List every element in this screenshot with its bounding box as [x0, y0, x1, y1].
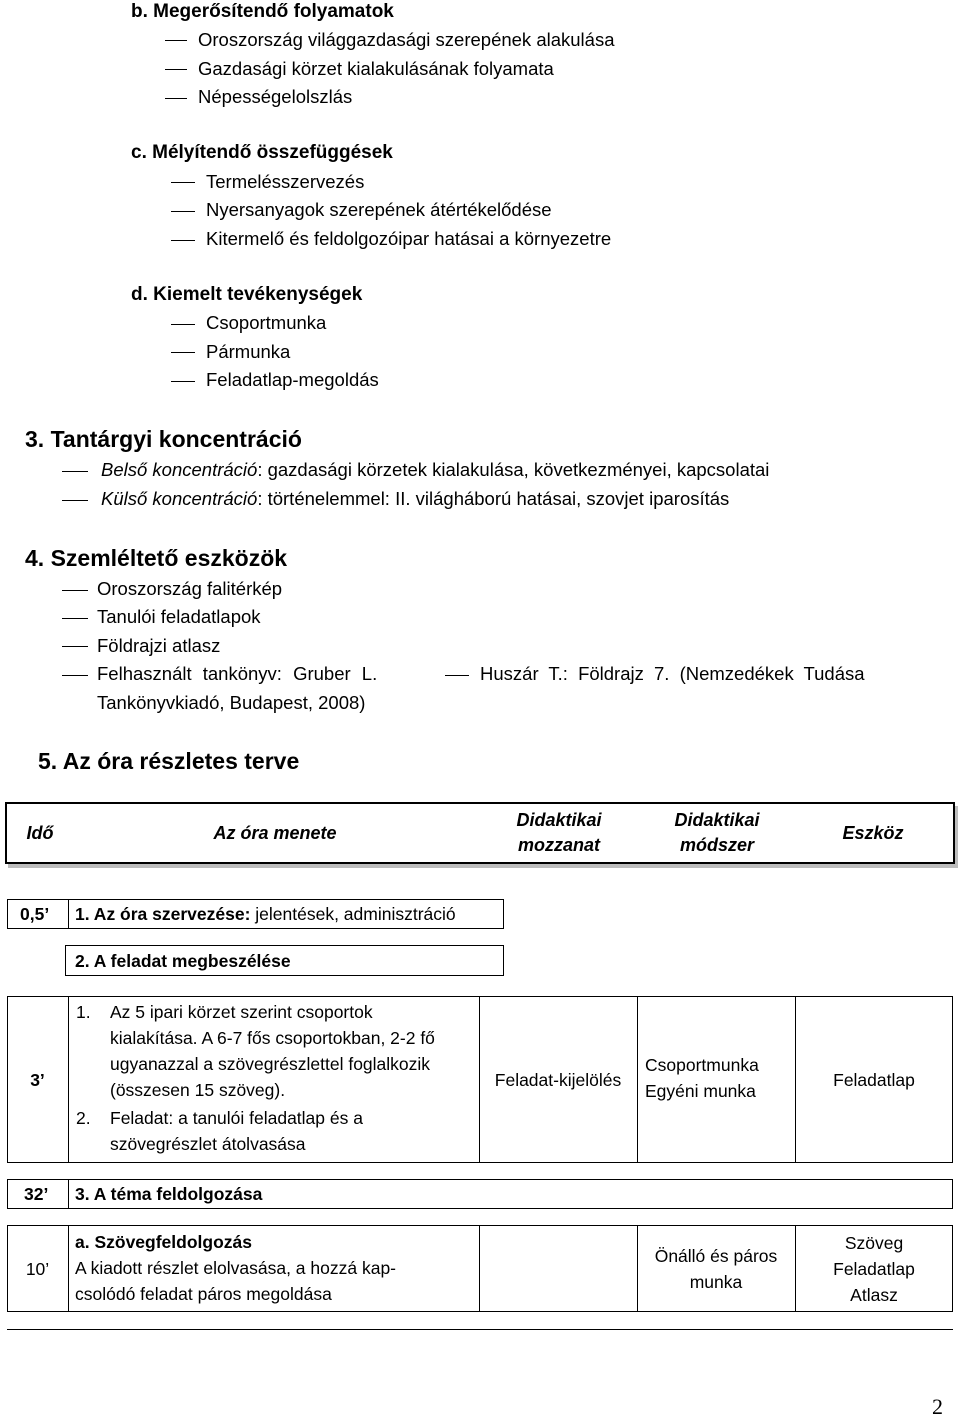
section-d-heading: d. Kiemelt tevékenységek	[131, 284, 363, 305]
header-modszer-line1: Didaktikai	[674, 810, 760, 830]
dash-bullet	[62, 675, 88, 676]
section-d-item: Csoportmunka	[206, 312, 327, 333]
row1-time: 0,5’	[20, 904, 50, 924]
textbook-line-2: Tankönyvkiadó, Budapest, 2008)	[97, 692, 366, 713]
textbook-line-1a: Felhasznált tankönyv: Gruber L.	[97, 663, 378, 684]
row5-modszer	[637, 1225, 795, 1312]
section-4-item: Tanulói feladatlapok	[97, 606, 261, 627]
row3-item-2	[76, 1105, 476, 1157]
cell-divider	[68, 1179, 69, 1209]
dash-bullet	[62, 618, 88, 619]
section-d-item: Feladatlap-megoldás	[206, 369, 379, 390]
concentration-text: : történelemmel: II. világháború hatásai, szovjet iparosítás	[257, 488, 730, 509]
dash-bullet	[171, 352, 195, 353]
cell-divider	[68, 996, 69, 1163]
row1-title: 1. Az óra szervezése:	[75, 904, 251, 924]
header-ido: Idő	[26, 822, 54, 843]
bottom-rule	[7, 1329, 953, 1330]
row5-eszkoz-line: Feladatlap	[833, 1258, 915, 1279]
row5-content	[75, 1229, 475, 1307]
row5-time: 10’	[25, 1258, 50, 1279]
row4-title: 3. A téma feldolgozása	[75, 1184, 263, 1204]
row3-time: 3’	[30, 1069, 45, 1090]
section-c-item: Termelésszervezés	[206, 171, 365, 192]
concentration-label: Külső koncentráció	[101, 488, 258, 509]
cell-divider	[68, 1225, 69, 1312]
section-c-item: Kitermelő és feldolgozóipar hatásai a környezetre	[206, 228, 612, 249]
dash-bullet	[165, 40, 187, 41]
row3-item-1-line: Az 5 ipari körzet szerint csoportok	[110, 1002, 373, 1022]
dash-bullet	[171, 211, 195, 212]
dash-bullet	[171, 324, 195, 325]
concentration-label: Belső koncentráció	[101, 459, 258, 480]
row5-line: csolódó feladat páros megoldása	[75, 1284, 332, 1304]
row3-item-2-line: Feladat: a tanulói feladatlap és a	[110, 1108, 363, 1128]
dash-bullet	[171, 182, 195, 183]
row3-item-2-num: 2.	[76, 1108, 91, 1128]
header-mozzanat	[477, 804, 641, 862]
dash-bullet	[165, 69, 187, 70]
concentration-text: : gazdasági körzetek kialakulása, következményei, kapcsolatai	[257, 459, 770, 480]
row5-eszkoz-line: Szöveg	[844, 1232, 904, 1253]
section-d-item: Pármunka	[206, 341, 291, 362]
dash-bullet	[171, 240, 195, 241]
dash-bullet	[62, 646, 88, 647]
row5-eszkoz-line: Atlasz	[850, 1284, 898, 1305]
row5-line: A kiadott részlet elolvasása, a hozzá kap-	[75, 1258, 397, 1278]
dash-bullet	[62, 590, 88, 591]
row5-eszkoz	[795, 1225, 953, 1312]
section-b-item: Népességelolszlás	[198, 86, 353, 107]
row1-content	[75, 901, 456, 927]
section-b-heading: b. Megerősítendő folyamatok	[131, 1, 394, 22]
section-3-item	[101, 488, 729, 510]
row3-item-1	[76, 999, 476, 1103]
row3-item-1-line: (összesen 15 szöveg).	[110, 1080, 286, 1100]
cell-divider	[637, 996, 638, 1163]
row3-item-1-line: kialakítása. A 6-7 fős csoportokban, 2-2 fő	[110, 1028, 435, 1048]
header-mozzanat-line1: Didaktikai	[516, 810, 602, 830]
row5-title: a. Szövegfeldolgozás	[75, 1232, 252, 1252]
dash-bullet	[62, 471, 88, 472]
header-modszer	[641, 804, 793, 862]
page-number: 2	[932, 1394, 943, 1419]
header-eszkoz: Eszköz	[842, 822, 904, 843]
row5-modszer-line: munka	[689, 1271, 743, 1292]
dash-separator	[445, 675, 469, 676]
section-4-item: Oroszország falitérkép	[97, 578, 283, 599]
dash-bullet	[171, 381, 195, 382]
cell-divider	[479, 1225, 480, 1312]
header-mozzanat-line2: mozzanat	[517, 835, 600, 855]
row2-title: 2. A feladat megbeszélése	[75, 951, 291, 971]
row3-mozzanat: Feladat-kijelölés	[494, 1069, 622, 1090]
row3-content	[76, 999, 476, 1157]
section-c-item: Nyersanyagok szerepének átértékelődése	[206, 199, 552, 220]
section-5-heading: 5. Az óra részletes terve	[38, 748, 300, 774]
section-c-heading: c. Mélyítendő összefüggések	[131, 142, 393, 163]
dash-bullet	[62, 500, 88, 501]
row3-item-2-line: szövegrészlet átolvasása	[110, 1134, 306, 1154]
section-4-heading: 4. Szemléltető eszközök	[25, 545, 288, 571]
section-4-item: Földrajzi atlasz	[97, 635, 221, 656]
row3-eszkoz: Feladatlap	[833, 1069, 915, 1090]
section-b-item: Oroszország világgazdasági szerepének alakulása	[198, 29, 615, 50]
row3-modszer-line: Egyéni munka	[645, 1081, 756, 1101]
row1-text: jelentések, adminisztráció	[250, 904, 456, 924]
dash-bullet	[165, 98, 187, 99]
row3-modszer-line: Csoportmunka	[645, 1055, 759, 1075]
row3-item-1-line: ugyanazzal a szövegrészlettel foglalkozik	[110, 1054, 431, 1074]
header-menete: Az óra menete	[213, 822, 337, 843]
header-modszer-line2: módszer	[679, 835, 755, 855]
row3-item-1-num: 1.	[76, 1002, 91, 1022]
section-3-heading: 3. Tantárgyi koncentráció	[25, 426, 302, 452]
section-b-item: Gazdasági körzet kialakulásának folyamata	[198, 58, 554, 79]
textbook-line-1b: Huszár T.: Földrajz 7. (Nemzedékek Tudása	[480, 663, 865, 684]
table-header-row	[5, 802, 955, 864]
row4-time: 32’	[24, 1184, 49, 1204]
section-3-item	[101, 459, 769, 481]
row5-modszer-line: Önálló és páros	[654, 1245, 778, 1266]
row3-modszer	[645, 1052, 795, 1104]
cell-divider	[68, 899, 69, 929]
